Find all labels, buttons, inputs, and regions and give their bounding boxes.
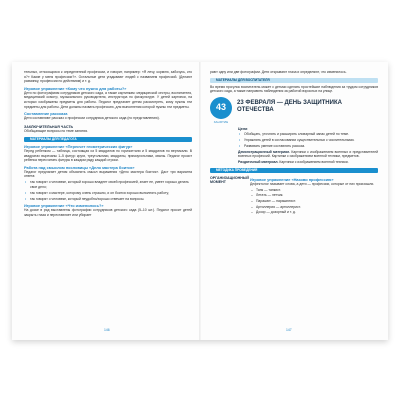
goals-block bbox=[238, 127, 378, 164]
game3-option: • так говорят о человеке, который неудобно/хорошо отвечает на вопросы. bbox=[24, 197, 192, 202]
word-pair: – Артиллерия — артиллерист. bbox=[250, 205, 378, 210]
handout-text: Картинки с изображением военной техники. bbox=[279, 160, 349, 165]
lesson-title: 23 ФЕВРАЛЯ — ДЕНЬ ЗАЩИТНИКА ОТЕЧЕСТВА bbox=[237, 99, 342, 113]
goals-heading: Цели bbox=[238, 127, 248, 132]
game3-heading: Работа над смыслом пословицы «Дело мастера боится» bbox=[24, 164, 135, 170]
final-part-heading: ЗАКЛЮЧИТЕЛЬНАЯ ЧАСТЬ bbox=[24, 124, 74, 129]
demo-text: Картинки с изображением военных и представителей военных профессий. Картинки с изображением военной техники, предметов. bbox=[238, 149, 378, 159]
org-moment-label-col bbox=[210, 175, 250, 216]
game3-option: • так говорят о человеке, который хорошо владеет своей профессией, знает ее, умеет хорошо делать свое дело; bbox=[24, 180, 192, 189]
intro-paragraph: тельных, относящихся к определенной профессии, и говорит, например: «Я лечу, кормлю, забочусь, кто я?» Какие у меня профессии?». Остальные дети угадывают людей с названием профессий. (Делают разминку, профессии по действиям) и т. д. bbox=[24, 70, 192, 84]
game4-text: На доске в ряд выставлены фотографии сотрудников детского сада (5–10 шт.). Педагог просит детей закрыть глаза и переставляет или убирает bbox=[24, 208, 192, 217]
name-profession-heading: Игровое упражнение «Назови профессию» bbox=[250, 176, 334, 182]
game1-text: Дети по фотографиям сотрудников детского сада, а также картинкам: медицинской сестры, воспитателя, медицинский осмотр, музыкального руководителя, инструктора по физкультуре. У детей картинки, на которых изображены предметы для работы. Педагог предлагает детям рассмотреть, кому нужны эти предметы для работы. Дети должны назвать профессию, для выполнения которой нужны эти предметы. bbox=[24, 90, 192, 109]
handout-label: Раздаточный материал. bbox=[238, 160, 279, 165]
lesson-label: ЗАНЯТИЕ bbox=[213, 119, 229, 124]
continued-text: рают одну или две фотографии. Дети открывают глаза и определяют, что изменилось. bbox=[210, 70, 347, 74]
right-page bbox=[200, 62, 388, 340]
goal-item: • Развивать умение составлять рассказ. bbox=[238, 144, 378, 149]
book-spread bbox=[12, 62, 388, 340]
word-pair: – Дозор — дозорный и т. д. bbox=[250, 210, 378, 215]
lesson-badge bbox=[210, 97, 232, 125]
parent-text: Во время прогулок воспитатель может с детьми сделать простейшие наблюдения за трудом сотрудников детского сада, а также направить наблюдения за работой взрослых на улице. bbox=[210, 84, 378, 94]
name-profession-text: Дефектолог называет слова, а дети — профессии, которые от них произошли. bbox=[250, 181, 375, 186]
teacher-materials-banner: МАТЕРИАЛЫ ДЛЯ ПЕДАГОГА bbox=[24, 137, 192, 142]
word-pair: – Парашют — парашютист. bbox=[250, 199, 378, 204]
game3-text: Педагог предлагает детям объяснить смысл выражения «Дело мастера боится». Даст три варианта ответа: bbox=[24, 169, 192, 179]
lesson-number: 43 bbox=[210, 97, 232, 119]
method-banner: МЕТОДИКА ПРОВЕДЕНИЯ bbox=[210, 168, 378, 173]
goal-item: • Упражнять детей в согласовании существительных с числительными. bbox=[238, 138, 378, 143]
left-page bbox=[12, 62, 200, 340]
goal-item: • Обобщать, уточнять и расширять словарный запас детей по теме. bbox=[238, 132, 378, 137]
word-pair: – Танк — танкист. bbox=[250, 188, 378, 193]
org-moment-content bbox=[250, 175, 378, 216]
org-moment-section bbox=[210, 175, 378, 216]
handout-material bbox=[238, 160, 378, 165]
game2-text: Перед ребенком — таблица, состоящая из 5 квадратов по горизонтали и 5 квадратов по вертикали. В квадратах вырезаны 1–5 фигур: круги, треугольники, квадраты, прямоугольники, овалы. Педагог просит ребенка пересчитать фигуры в каждом ряду каждой строки. bbox=[24, 148, 192, 163]
story-heading: Составление рассказа bbox=[24, 111, 68, 117]
final-part-text: Обобщающие вопросы по теме занятия. bbox=[24, 129, 89, 134]
game1-heading: Игровое упражнение «Кому что нужно для работы?» bbox=[24, 85, 127, 91]
game2-heading: Игровое упражнение «Пересчет геометрических фигур» bbox=[24, 143, 133, 149]
game3-option: • так говорят о мастере, которому очень страшно, и он боится хорошо выполнять работу; bbox=[24, 191, 192, 196]
org-moment-heading: ОРГАНИЗАЦИОННЫЙ МОМЕНТ bbox=[210, 175, 249, 185]
parent-materials-banner: МАТЕРИАЛЫ ДЛЯ ВОСПИТАТЕЛЯ bbox=[210, 78, 378, 83]
demo-material bbox=[238, 150, 378, 159]
page-number-left: 146 bbox=[104, 328, 110, 333]
story-text: Дети составляют рассказ о профессии сотрудника детского сада (по представлению). bbox=[24, 116, 160, 121]
lesson-header bbox=[210, 97, 378, 125]
word-pair: – Летать — летчик. bbox=[250, 193, 378, 198]
page-number-right: 147 bbox=[286, 328, 292, 333]
demo-label: Демонстрационный материал. bbox=[238, 149, 291, 154]
game4-heading: Игровое упражнение «Что изменилось?» bbox=[24, 203, 104, 209]
